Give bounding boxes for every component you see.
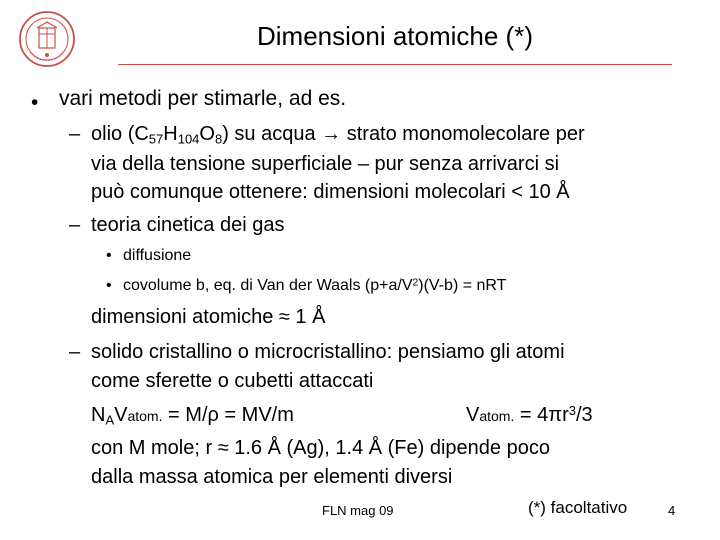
- teoria-text: teoria cinetica dei gas: [91, 214, 285, 236]
- formula-right: Vatom. = $4\pi r^3/3$: [466, 403, 593, 426]
- olio-line-3: può comunque ottenere: dimensioni molecolari < 10 Å: [91, 181, 570, 203]
- university-seal-icon: [18, 10, 76, 68]
- page-title: Dimensioni atomiche (*): [257, 21, 533, 51]
- olio-line-2: via della tensione superficiale – pur senza arrivarci si: [91, 153, 560, 175]
- page-number: 4: [668, 503, 676, 518]
- olio-line-1: olio $(C_{57}H_{104}O_8)$ su acqua → strato monomolecolare per: [91, 123, 585, 147]
- bullet-marker: •: [31, 91, 39, 114]
- footer-left-text: FLN mag 09: [322, 503, 394, 518]
- intro-text: vari metodi per stimarle, ad es.: [59, 87, 347, 110]
- conm-line-2: dalla massa atomica per elementi diversi: [91, 466, 453, 488]
- sub-bullet-marker: •: [106, 247, 112, 264]
- solido-line-2: come sferette o cubetti attaccati: [91, 370, 374, 392]
- solido-line-1: solido cristallino o microcristallino: pensiamo gli atomi: [91, 341, 565, 363]
- footer-note: (*) facoltativo: [528, 498, 628, 517]
- dash-marker: –: [69, 341, 81, 363]
- sub-bullet-marker: •: [106, 277, 112, 294]
- conm-line-1: con M mole; r ≈ 1.6 Å (Ag), 1.4 Å (Fe) dipende poco: [91, 437, 550, 459]
- formula-left: $N_AVatom$. = M/ρ = MV/m: [91, 404, 294, 428]
- dash-marker: –: [69, 123, 81, 145]
- diffusione-text: diffusione: [123, 247, 192, 264]
- covolume-text: covolume b, eq. di Van der Waals $(p+a/V^2)(V-b)$ = nRT: [123, 277, 507, 294]
- dimensioni-atomiche-text: dimensioni atomiche ≈ 1 Å: [91, 306, 326, 328]
- university-seal-logo: [18, 10, 76, 68]
- dash-marker: –: [69, 214, 81, 236]
- title-divider: [118, 64, 672, 65]
